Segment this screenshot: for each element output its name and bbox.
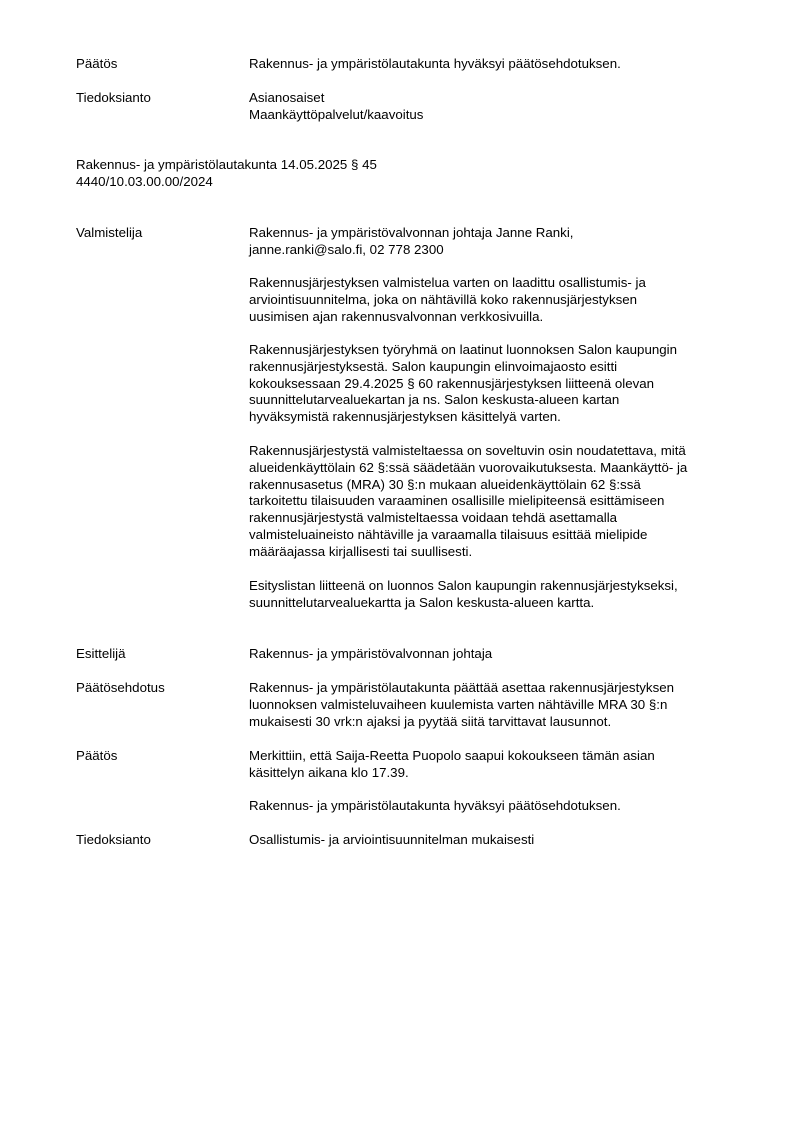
paragraph-line: Rakennusjärjestyksen työryhmä on laatinut luonnoksen Salon kaupungin [249, 342, 677, 357]
paragraph-line: valmisteluaineisto nähtäville ja varaamalla tilaisuus esittää mielipide [249, 526, 648, 542]
paragraph-2 [249, 342, 677, 426]
tiedoksianto-text: Osallistumis- ja arviointisuunnitelman mukaisesti [249, 832, 535, 847]
paatosehdotus-text [249, 680, 674, 730]
esittelija-label: Esittelijä [76, 646, 126, 661]
paatos-label: Päätös [76, 56, 118, 71]
paragraph-line: hyväksymistä rakennusjärjestyksen käsittelyä varten. [249, 409, 561, 425]
paragraph-line: uusimisen ajan rakennusvalvonnan verkkosivuilla. [249, 308, 544, 324]
paatos-text: Rakennus- ja ympäristölautakunta hyväksyi päätösehdotuksen. [249, 798, 621, 813]
record-id: 4440/10.03.00.00/2024 [76, 173, 213, 189]
valmistelija-contact [249, 225, 573, 259]
paatos-label: Päätös [76, 748, 118, 763]
meeting-heading [76, 157, 377, 191]
esittelija-text: Rakennus- ja ympäristövalvonnan johtaja [249, 646, 493, 661]
paragraph-4 [249, 578, 678, 612]
paragraph-line: Esityslistan liitteenä on luonnos Salon kaupungin rakennusjärjestykseksi, [249, 578, 678, 593]
paragraph-line: luonnoksen valmisteluvaiheen kuulemista varten nähtäville MRA 30 §:n [249, 696, 668, 712]
paragraph-line: tarkoitettu tilaisuuden varaaminen osallisille mielipiteensä esittämiseen [249, 493, 665, 509]
tiedoksianto-line: Asianosaiset [249, 90, 325, 105]
paragraph-line: Rakennusjärjestyksen valmistelua varten on laadittu osallistumis- ja [249, 275, 646, 290]
paragraph-line: kokouksessaan 29.4.2025 § 60 rakennusjärjestyksen liitteenä olevan [249, 375, 655, 391]
paragraph-line: arviointisuunnitelma, joka on nähtävillä koko rakennusjärjestyksen [249, 291, 638, 307]
tiedoksianto-label: Tiedoksianto [76, 832, 151, 847]
paragraph-line: määräajassa kirjallisesti tai suullisesti. [249, 543, 473, 559]
valmistelija-line: Rakennus- ja ympäristövalvonnan johtaja Janne Ranki, [249, 225, 574, 240]
paragraph-line: mukaisesti 30 vrk:n ajaksi ja pyytää siitä tarvittavat lausunnot. [249, 713, 612, 729]
paragraph-line: rakennusjärjestyksestä. Salon kaupungin elinvoimajaosto esitti [249, 358, 618, 374]
tiedoksianto-recipients [249, 90, 423, 124]
tiedoksianto-label: Tiedoksianto [76, 90, 151, 105]
paatos-text: Rakennus- ja ympäristölautakunta hyväksyi päätösehdotuksen. [249, 56, 621, 71]
paragraph-line: suunnittelutarvealuekartan ja ns. Salon keskusta-alueen kartan [249, 392, 620, 408]
paragraph-3 [249, 443, 687, 561]
tiedoksianto-line: Maankäyttöpalvelut/kaavoitus [249, 106, 424, 122]
paragraph-line: käsittelyn aikana klo 17.39. [249, 764, 409, 780]
paragraph-line: Rakennus- ja ympäristölautakunta päättää asettaa rakennusjärjestyksen [249, 680, 675, 695]
valmistelija-label: Valmistelija [76, 225, 143, 240]
paragraph-line: alueidenkäyttölain 62 §:ssä säädetään vuorovaikutuksesta. Maankäyttö- ja [249, 459, 688, 475]
paatos-note [249, 748, 655, 782]
paragraph-line: suunnittelutarvealuekartta ja Salon keskusta-alueen kartta. [249, 594, 595, 610]
paatosehdotus-label: Päätösehdotus [76, 680, 165, 695]
paragraph-line: Rakennusjärjestystä valmisteltaessa on soveltuvin osin noudatettava, mitä [249, 443, 686, 458]
paragraph-line: rakennusjärjestystä valmisteltaessa voidaan tehdä asettamalla [249, 510, 618, 526]
valmistelija-line: janne.ranki@salo.fi, 02 778 2300 [249, 241, 444, 257]
meeting-title: Rakennus- ja ympäristölautakunta 14.05.2025 § 45 [76, 157, 377, 172]
paragraph-line: rakennusasetus (MRA) 30 §:n mukaan alueidenkäyttölain 62 §:ssä [249, 476, 641, 492]
paragraph-1 [249, 275, 646, 325]
paragraph-line: Merkittiin, että Saija-Reetta Puopolo saapui kokoukseen tämän asian [249, 748, 655, 763]
